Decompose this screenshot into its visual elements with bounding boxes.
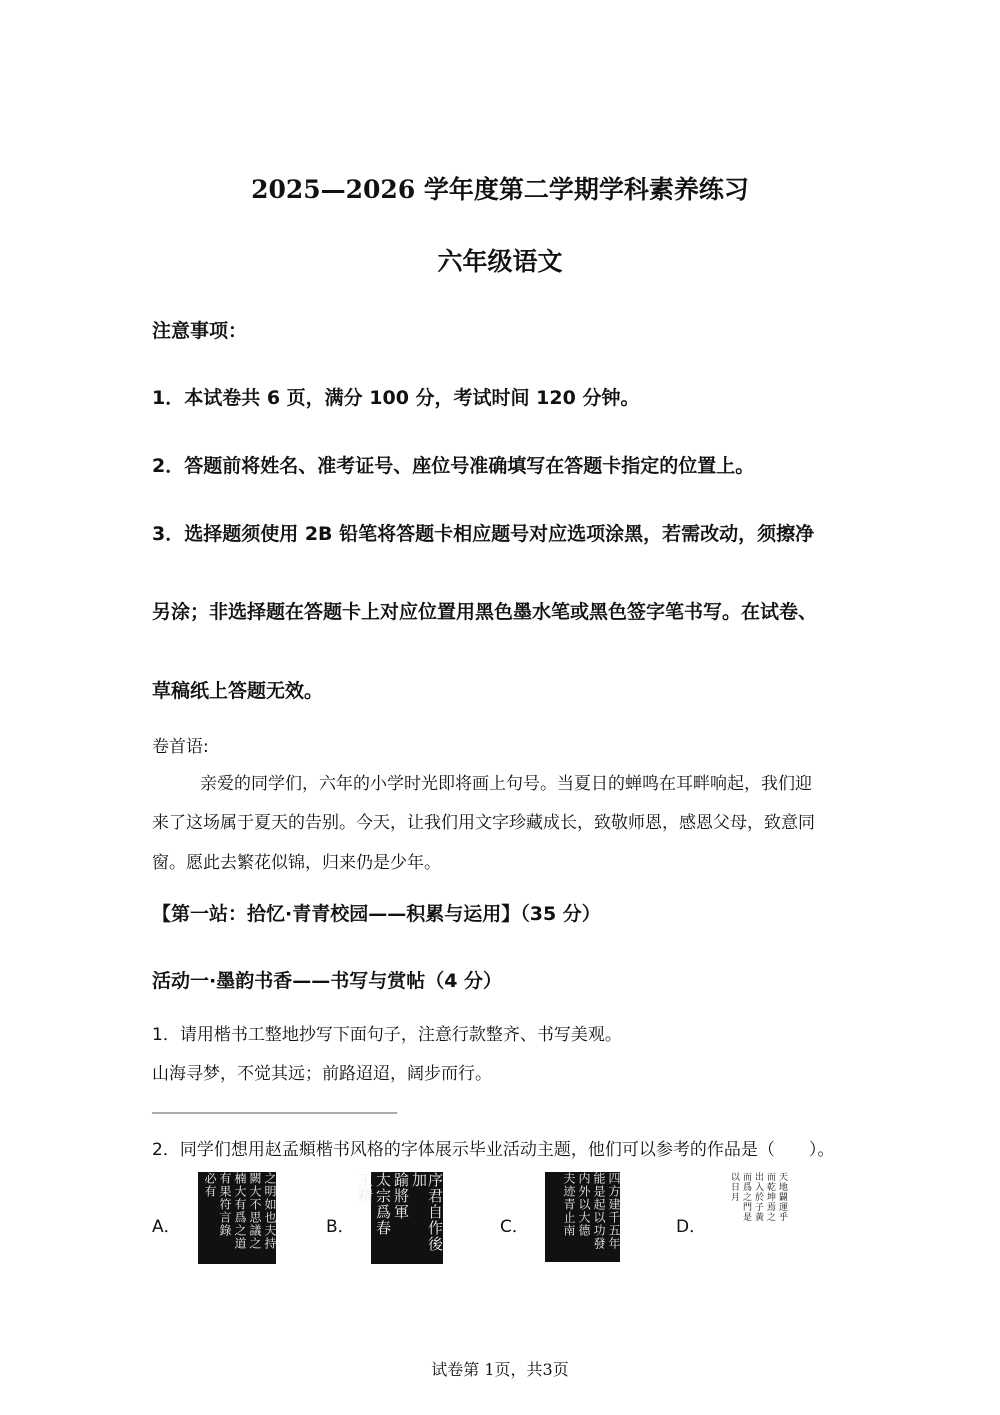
calligraphy-column: 而爲之門是: [741, 1172, 751, 1222]
option-d-label[interactable]: D．: [676, 1217, 707, 1237]
calligraphy-column: 太宗爲春: [374, 1172, 392, 1236]
option-a-label[interactable]: A．: [152, 1217, 181, 1237]
calligraphy-column: 王精: [356, 1172, 374, 1204]
calligraphy-column: 四方建千五年: [607, 1172, 621, 1250]
calligraphy-column: 踰將軍: [392, 1172, 410, 1220]
preface-label: 卷首语:: [152, 737, 209, 757]
calligraphy-column: 天地闢運乎: [777, 1172, 787, 1222]
notice-item-1: 1．本试卷共 6 页，满分 100 分，考试时间 120 分钟。: [152, 387, 640, 409]
notice-item-3-line3: 草稿纸上答题无效。: [152, 680, 324, 702]
calligraphy-column: 之明如也夫持: [263, 1172, 277, 1250]
calligraphy-column: 必有: [203, 1172, 217, 1198]
notice-item-2: 2．答题前将姓名、准考证号、座位号准确填写在答题卡指定的位置上。: [152, 455, 755, 477]
notice-item-3-line1: 3．选择题须使用 2B 铅笔将答题卡相应题号对应选项涂黑，若需改动，须擦净: [152, 523, 815, 545]
calligraphy-column: 闕大不思議之: [248, 1172, 262, 1250]
notice-item-3-line2: 另涂；非选择题在答题卡上对应位置用黑色墨水笔或黑色签字笔书写。在试卷、: [152, 601, 818, 623]
question-1-answer-line[interactable]: ___________________________________: [152, 1098, 397, 1114]
question-2: 2．同学们想用赵孟頫楷书风格的字体展示毕业活动主题，他们可以参考的作品是（ ）。: [152, 1140, 835, 1160]
section-1-heading: 【第一站：拾忆·青青校园——积累与运用】（35 分）: [152, 903, 601, 925]
option-b-calligraphy-image[interactable]: [356, 1172, 444, 1264]
calligraphy-column: 能是起以功發: [592, 1172, 606, 1250]
preface-line-2: 来了这场属于夏天的告别。今天，让我们用文字珍藏成长，致敬师恩，感恩父母，致意同: [152, 813, 815, 833]
calligraphy-column: 内外以大德: [577, 1172, 591, 1237]
option-c-calligraphy-image[interactable]: [545, 1172, 620, 1262]
calligraphy-column: 夫迹青止南: [562, 1172, 576, 1237]
calligraphy-column: 出入於子黃: [753, 1172, 763, 1222]
exam-title: 2025—2026 学年度第二学期学科素养练习: [251, 175, 749, 204]
calligraphy-column: 序君自作後加: [410, 1172, 444, 1252]
calligraphy-column: 而乾坤焉之: [765, 1172, 775, 1222]
option-d-calligraphy-image[interactable]: [721, 1172, 787, 1264]
option-c-label[interactable]: C．: [500, 1217, 529, 1237]
option-b-label[interactable]: B．: [326, 1217, 355, 1237]
activity-1-heading: 活动一·墨韵书香——书写与赏帖（4 分）: [152, 970, 503, 992]
page-footer: 试卷第 1页，共3页: [431, 1360, 569, 1379]
preface-line-3: 窗。愿此去繁花似锦，归来仍是少年。: [152, 853, 441, 873]
question-1: 1．请用楷书工整地抄写下面句子，注意行款整齐、书写美观。: [152, 1025, 622, 1045]
preface-line-1: 亲爱的同学们，六年的小学时光即将画上句号。当夏日的蝉鸣在耳畔响起，我们迎: [200, 774, 812, 794]
option-a-calligraphy-image[interactable]: [198, 1172, 276, 1264]
calligraphy-column: 楠大有爲之道: [233, 1172, 247, 1250]
calligraphy-column: 以日月: [729, 1172, 739, 1202]
notice-heading: 注意事项：: [152, 320, 248, 342]
calligraphy-column: 有果符言錄: [218, 1172, 232, 1237]
question-1-sentence: 山海寻梦，不觉其远；前路迢迢，阔步而行。: [152, 1064, 492, 1084]
exam-subject: 六年级语文: [437, 247, 563, 276]
